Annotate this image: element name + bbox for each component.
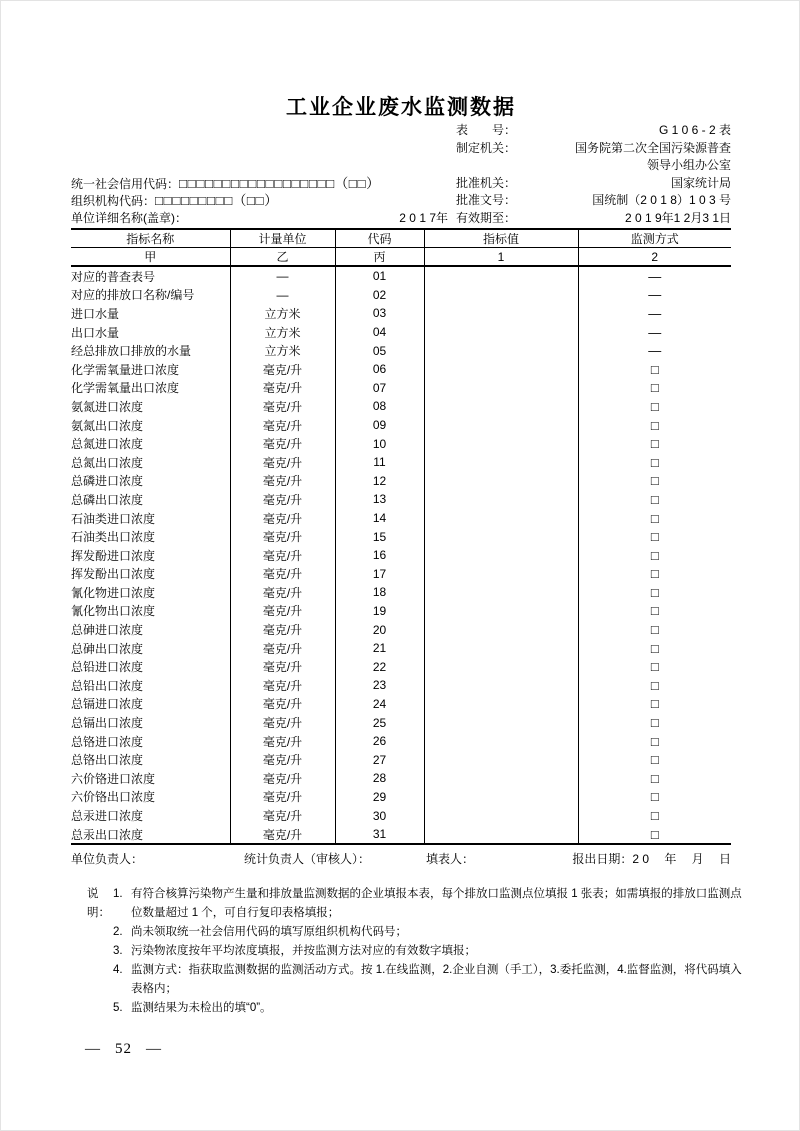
note-text: 监测结果为未检出的填“0”。 — [131, 1002, 272, 1014]
indicator-name-cell: 经总排放口排放的水量 — [71, 344, 192, 359]
indicator-name-cell: 总镉进口浓度 — [71, 697, 144, 712]
table-row — [71, 769, 731, 788]
unit-cell: 毫克/升 — [230, 676, 335, 695]
monitor-method-cell: □ — [578, 490, 731, 509]
stats-head-label: 统计负责人（审核人）： — [244, 852, 371, 866]
table-row — [71, 750, 731, 769]
indicator-value-cell — [424, 286, 578, 305]
table-row — [71, 341, 731, 360]
monitor-method-cell: □ — [578, 732, 731, 751]
form-number-value: G 1 0 6 - 2 表 — [658, 123, 731, 137]
subcolumn-1: 1 — [424, 248, 578, 267]
indicator-value-cell — [424, 806, 578, 825]
unit-cell: 毫克/升 — [230, 602, 335, 621]
note-text: 尚未领取统一社会信用代码的填写原组织机构代码号； — [131, 926, 407, 938]
monitor-method-cell: □ — [578, 434, 731, 453]
indicator-value-cell — [424, 825, 578, 845]
table-row — [71, 323, 731, 342]
table-row — [71, 472, 731, 491]
indicator-value-cell — [424, 360, 578, 379]
table-row — [71, 602, 731, 621]
code-cell: 09 — [335, 416, 424, 435]
note-number: 2. — [113, 926, 123, 938]
indicator-value-cell — [424, 583, 578, 602]
code-cell: 18 — [335, 583, 424, 602]
unit-cell: 立方米 — [230, 304, 335, 323]
indicator-value-cell — [424, 527, 578, 546]
table-row — [71, 434, 731, 453]
org-code-field — [71, 192, 278, 210]
code-cell: 22 — [335, 657, 424, 676]
report-year: 2 0 1 7年 — [399, 210, 448, 225]
unit-cell: 毫克/升 — [230, 509, 335, 528]
monitor-method-cell: □ — [578, 453, 731, 472]
indicator-name-cell: 对应的排放口名称/编号 — [71, 288, 195, 303]
unit-cell: 毫克/升 — [230, 788, 335, 807]
monitor-method-cell: — — [578, 323, 731, 342]
indicator-name-cell: 六价铬进口浓度 — [71, 771, 156, 786]
code-cell: 19 — [335, 602, 424, 621]
indicator-name-cell: 石油类进口浓度 — [71, 511, 156, 526]
unit-cell: 毫克/升 — [230, 825, 335, 845]
code-cell: 25 — [335, 713, 424, 732]
note-item — [113, 923, 743, 942]
monitor-method-cell: — — [578, 286, 731, 305]
table-row — [71, 565, 731, 584]
table-row — [71, 304, 731, 323]
note-number: 1. — [113, 888, 123, 900]
code-cell: 12 — [335, 472, 424, 491]
page-number-dash-left: — — [85, 1041, 101, 1057]
monitor-method-cell: □ — [578, 546, 731, 565]
code-cell: 21 — [335, 639, 424, 658]
monitor-method-cell: □ — [578, 602, 731, 621]
indicator-name-cell: 化学需氧量进口浓度 — [71, 362, 180, 377]
note-text: 有符合核算污染物产生量和排放量监测数据的企业填报本表，每个排放口监测点位填报 1 张表；如需填报的排放口监测点位数量超过 1 个，可自行复印表格填报； — [131, 888, 742, 919]
indicator-value-cell — [424, 434, 578, 453]
code-cell: 01 — [335, 266, 424, 286]
monitor-method-cell: □ — [578, 657, 731, 676]
page-number-value: 52 — [115, 1041, 132, 1057]
code-cell: 16 — [335, 546, 424, 565]
code-cell: 26 — [335, 732, 424, 751]
monitor-method-cell: □ — [578, 527, 731, 546]
code-cell: 10 — [335, 434, 424, 453]
meta-left-empty — [71, 122, 456, 140]
unit-cell: 毫克/升 — [230, 639, 335, 658]
code-cell: 04 — [335, 323, 424, 342]
table-row — [71, 713, 731, 732]
indicator-value-cell — [424, 713, 578, 732]
indicator-name-cell: 六价铬出口浓度 — [71, 790, 156, 805]
table-row — [71, 676, 731, 695]
code-cell: 17 — [335, 565, 424, 584]
column-header-code: 代码 — [335, 229, 424, 248]
indicator-value-cell — [424, 304, 578, 323]
indicator-name-cell: 总铬出口浓度 — [71, 753, 144, 768]
subcolumn-jia: 甲 — [71, 248, 230, 267]
monitor-method-cell: □ — [578, 695, 731, 714]
code-cell: 15 — [335, 527, 424, 546]
preparer-label: 填表人： — [426, 852, 475, 866]
monitor-method-cell: □ — [578, 509, 731, 528]
indicator-name-cell: 氰化物出口浓度 — [71, 604, 156, 619]
indicator-name-cell: 对应的普查表号 — [71, 269, 156, 284]
monitor-method-cell: — — [578, 304, 731, 323]
credit-code-field — [71, 175, 380, 193]
indicator-name-cell: 总氮出口浓度 — [71, 455, 144, 470]
table-row — [71, 266, 731, 286]
monitor-method-cell: □ — [578, 769, 731, 788]
monitor-method-cell: — — [578, 341, 731, 360]
page-number — [85, 1041, 162, 1058]
table-row — [71, 527, 731, 546]
table-row — [71, 788, 731, 807]
indicator-name-cell: 挥发酚出口浓度 — [71, 567, 156, 582]
table-row — [71, 360, 731, 379]
unit-cell: 毫克/升 — [230, 769, 335, 788]
approver-value: 国家统计局 — [670, 175, 731, 190]
unit-cell: 毫克/升 — [230, 453, 335, 472]
monitor-method-cell: □ — [578, 565, 731, 584]
indicator-value-cell — [424, 565, 578, 584]
indicator-value-cell — [424, 453, 578, 472]
form-meta — [71, 122, 731, 227]
table-row — [71, 286, 731, 305]
monitor-method-cell: □ — [578, 806, 731, 825]
note-item — [113, 999, 743, 1018]
table-row — [71, 397, 731, 416]
indicator-name-cell: 总砷进口浓度 — [71, 623, 144, 638]
meta-left-empty — [71, 157, 456, 175]
report-date-label: 报出日期：2 0 年 月 日 — [572, 852, 731, 866]
code-cell: 29 — [335, 788, 424, 807]
column-header-indicator: 指标名称 — [71, 229, 230, 248]
indicator-value-cell — [424, 546, 578, 565]
indicator-value-cell — [424, 769, 578, 788]
monitor-method-cell: □ — [578, 713, 731, 732]
notes-block — [71, 885, 743, 1018]
indicator-name-cell: 总汞进口浓度 — [71, 809, 144, 824]
subcolumn-2: 2 — [578, 248, 731, 267]
indicator-name-cell: 总磷出口浓度 — [71, 492, 144, 507]
monitor-method-cell: □ — [578, 360, 731, 379]
table-row — [71, 490, 731, 509]
indicator-value-cell — [424, 490, 578, 509]
valid-until-value: 2 0 1 9年1 2月3 1日 — [624, 210, 731, 225]
unit-cell: 毫克/升 — [230, 434, 335, 453]
code-cell: 11 — [335, 453, 424, 472]
code-cell: 31 — [335, 825, 424, 845]
monitor-method-cell: □ — [578, 825, 731, 845]
unit-cell: 毫克/升 — [230, 416, 335, 435]
monitor-method-cell: □ — [578, 676, 731, 695]
indicator-name-cell: 总铬进口浓度 — [71, 734, 144, 749]
note-item — [113, 885, 743, 923]
org-code-boxes: □□□□□□□□□（□□） — [155, 193, 279, 208]
subcolumn-yi: 乙 — [230, 248, 335, 267]
unit-cell: 毫克/升 — [230, 490, 335, 509]
signature-row — [71, 852, 731, 866]
notes-label: 说明： — [87, 888, 110, 919]
column-header-method: 监测方式 — [578, 229, 731, 248]
meta-left-empty — [71, 140, 456, 158]
table-row — [71, 416, 731, 435]
table-row — [71, 620, 731, 639]
unit-cell: 毫克/升 — [230, 379, 335, 398]
indicator-value-cell — [424, 732, 578, 751]
monitor-method-cell: — — [578, 266, 731, 286]
code-cell: 03 — [335, 304, 424, 323]
indicator-value-cell — [424, 341, 578, 360]
unit-cell: 毫克/升 — [230, 620, 335, 639]
unit-cell: 立方米 — [230, 341, 335, 360]
monitor-method-cell: □ — [578, 639, 731, 658]
column-header-unit: 计量单位 — [230, 229, 335, 248]
monitor-method-cell: □ — [578, 750, 731, 769]
indicator-name-cell: 总镉出口浓度 — [71, 716, 144, 731]
note-item — [113, 961, 743, 999]
indicator-value-cell — [424, 695, 578, 714]
indicator-name-cell: 出口水量 — [71, 325, 120, 340]
code-cell: 27 — [335, 750, 424, 769]
credit-code-boxes: □□□□□□□□□□□□□□□□□□（□□） — [179, 175, 381, 191]
table-row — [71, 509, 731, 528]
indicator-value-cell — [424, 509, 578, 528]
code-cell: 06 — [335, 360, 424, 379]
page-number-dash-right: — — [146, 1041, 162, 1057]
monitor-method-cell: □ — [578, 397, 731, 416]
note-text: 监测方式：指获取监测数据的监测活动方式。按 1.在线监测，2.企业自测（手工），3.委托监测，4.监督监测，将代码填入表格内； — [131, 964, 742, 995]
indicator-name-cell: 氨氮进口浓度 — [71, 399, 144, 414]
indicator-value-cell — [424, 639, 578, 658]
meta-row-maker — [71, 140, 731, 158]
notes-list — [113, 885, 743, 1018]
code-cell: 20 — [335, 620, 424, 639]
indicator-name-cell: 总砷出口浓度 — [71, 641, 144, 656]
unit-cell: 毫克/升 — [230, 583, 335, 602]
meta-row-org-code — [71, 192, 731, 210]
approval-doc-label: 批准文号： — [456, 193, 517, 207]
meta-row-maker2 — [71, 157, 731, 175]
unit-cell: — — [230, 286, 335, 305]
unit-cell: 毫克/升 — [230, 695, 335, 714]
monitor-method-cell: □ — [578, 416, 731, 435]
code-cell: 23 — [335, 676, 424, 695]
approver-label: 批准机关： — [456, 175, 517, 190]
code-cell: 13 — [335, 490, 424, 509]
indicators-table — [71, 228, 731, 845]
indicator-value-cell — [424, 657, 578, 676]
meta-row-credit-code — [71, 175, 731, 193]
code-cell: 08 — [335, 397, 424, 416]
indicator-value-cell — [424, 397, 578, 416]
indicator-name-cell: 总铅出口浓度 — [71, 678, 144, 693]
indicator-value-cell — [424, 602, 578, 621]
indicator-value-cell — [424, 472, 578, 491]
maker-value-line2: 领导小组办公室 — [646, 158, 731, 172]
monitor-method-cell: □ — [578, 379, 731, 398]
table-row — [71, 379, 731, 398]
indicator-value-cell — [424, 266, 578, 286]
indicator-value-cell — [424, 323, 578, 342]
unit-cell: 毫克/升 — [230, 806, 335, 825]
org-code-label: 组织机构代码： — [71, 194, 156, 208]
unit-cell: 毫克/升 — [230, 732, 335, 751]
table-header-row — [71, 229, 731, 248]
note-text: 污染物浓度按年平均浓度填报，并按监测方法对应的有效数字填报； — [131, 945, 476, 957]
indicator-name-cell: 氰化物进口浓度 — [71, 585, 156, 600]
table-row — [71, 806, 731, 825]
monitor-method-cell: □ — [578, 472, 731, 491]
monitor-method-cell: □ — [578, 583, 731, 602]
unit-cell: 毫克/升 — [230, 713, 335, 732]
column-header-value: 指标值 — [424, 229, 578, 248]
code-cell: 30 — [335, 806, 424, 825]
indicator-name-cell: 化学需氧量出口浓度 — [71, 381, 180, 396]
code-cell: 05 — [335, 341, 424, 360]
table-row — [71, 657, 731, 676]
indicator-name-cell: 总氮进口浓度 — [71, 437, 144, 452]
note-number: 3. — [113, 945, 123, 957]
unit-cell: 毫克/升 — [230, 565, 335, 584]
note-number: 4. — [113, 964, 123, 976]
meta-row-unit-name — [71, 210, 731, 228]
indicator-value-cell — [424, 620, 578, 639]
indicator-name-cell: 氨氮出口浓度 — [71, 418, 144, 433]
unit-cell: 毫克/升 — [230, 397, 335, 416]
unit-cell: 立方米 — [230, 323, 335, 342]
table-row — [71, 825, 731, 845]
unit-cell: 毫克/升 — [230, 657, 335, 676]
credit-code-label: 统一社会信用代码： — [71, 176, 180, 191]
table-row — [71, 695, 731, 714]
unit-cell: 毫克/升 — [230, 360, 335, 379]
table-row — [71, 583, 731, 602]
table-row — [71, 546, 731, 565]
maker-label: 制定机关： — [456, 140, 517, 155]
maker-value-line1: 国务院第二次全国污染源普查 — [574, 140, 731, 155]
indicator-value-cell — [424, 788, 578, 807]
indicator-value-cell — [424, 379, 578, 398]
indicator-name-cell: 总铅进口浓度 — [71, 660, 144, 675]
indicator-value-cell — [424, 416, 578, 435]
indicator-name-cell: 总磷进口浓度 — [71, 474, 144, 489]
valid-until-label: 有效期至： — [456, 210, 517, 225]
page-title: 工业企业废水监测数据 — [286, 96, 516, 119]
table-body — [71, 266, 731, 844]
meta-row-form-no — [71, 122, 731, 140]
code-cell: 24 — [335, 695, 424, 714]
monitor-method-cell: □ — [578, 620, 731, 639]
unit-cell: 毫克/升 — [230, 546, 335, 565]
note-number: 5. — [113, 1002, 123, 1014]
indicator-value-cell — [424, 676, 578, 695]
indicator-name-cell: 进口水量 — [71, 306, 120, 321]
unit-cell: — — [230, 266, 335, 286]
code-cell: 07 — [335, 379, 424, 398]
unit-head-label: 单位负责人： — [71, 852, 144, 866]
approval-doc-value: 国统制（2 0 1 8）1 0 3 号 — [592, 193, 731, 207]
table-row — [71, 639, 731, 658]
table-row — [71, 732, 731, 751]
table-subheader-row — [71, 248, 731, 267]
unit-cell: 毫克/升 — [230, 750, 335, 769]
indicator-name-cell: 石油类出口浓度 — [71, 530, 156, 545]
monitor-method-cell: □ — [578, 788, 731, 807]
unit-cell: 毫克/升 — [230, 527, 335, 546]
unit-name-label: 单位详细名称(盖章)： — [71, 210, 187, 225]
indicator-name-cell: 挥发酚进口浓度 — [71, 548, 156, 563]
form-number-label: 表 号： — [456, 123, 517, 137]
code-cell: 14 — [335, 509, 424, 528]
indicator-name-cell: 总汞出口浓度 — [71, 827, 144, 842]
code-cell: 28 — [335, 769, 424, 788]
code-cell: 02 — [335, 286, 424, 305]
table-row — [71, 453, 731, 472]
note-item — [113, 942, 743, 961]
subcolumn-bing: 丙 — [335, 248, 424, 267]
unit-cell: 毫克/升 — [230, 472, 335, 491]
indicator-value-cell — [424, 750, 578, 769]
